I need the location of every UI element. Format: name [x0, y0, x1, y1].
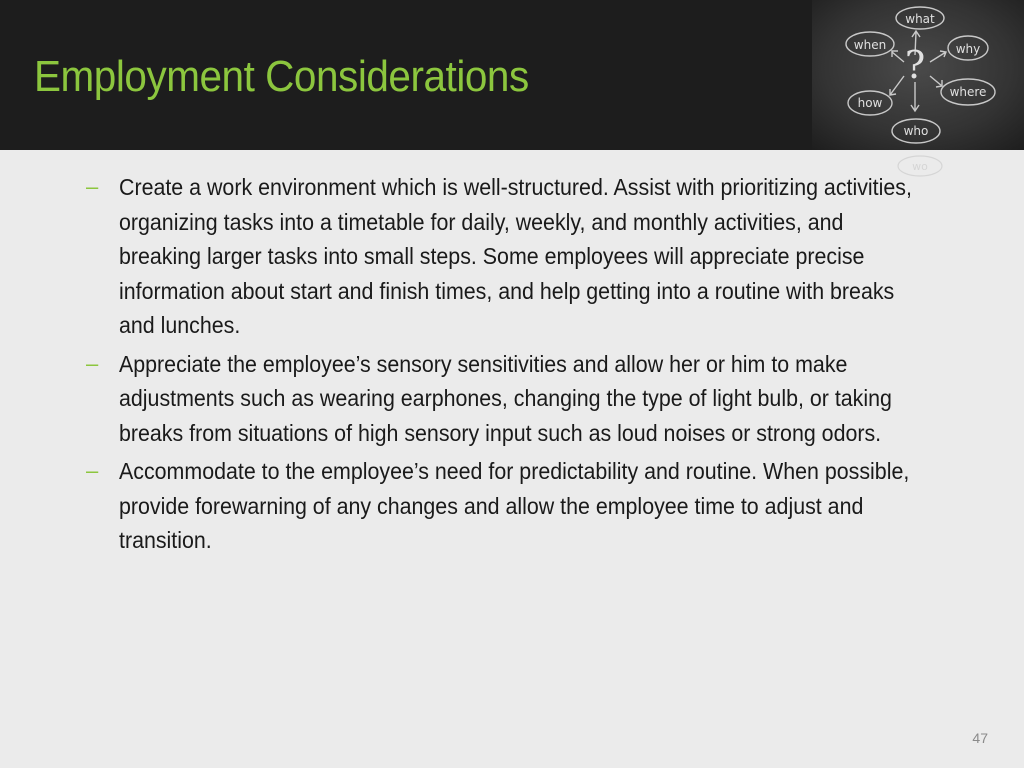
bullet-dash: – [86, 458, 99, 483]
bullet-list [86, 170, 986, 562]
chalk-word-where: where [949, 85, 987, 99]
list-item [86, 170, 986, 343]
bullet-text: Accommodate to the employee’s need for predictability and routine. When possible, provide forewarning of any changes and allow the employee time to adjust and transition. [119, 458, 910, 553]
list-item [86, 454, 986, 558]
slide-title: Employment Considerations [34, 52, 529, 101]
bullet-dash: – [86, 350, 99, 376]
slide-header [0, 0, 1024, 150]
page-number: 47 [972, 730, 988, 746]
chalk-word-reflection: wo [912, 160, 928, 173]
question-mind-map-icon [812, 0, 1024, 150]
chalk-word-how: how [857, 96, 883, 110]
bullet-text: Appreciate the employee’s sensory sensitivities and allow her or him to make adjustments such as wearing earphones, changing the type of light bulb, or taking breaks from situations of high sensory input such as loud noises or strong odors. [119, 350, 892, 446]
chalk-word-when: when [853, 38, 887, 52]
question-mark-glyph: ? [904, 43, 926, 87]
chalk-word-what: what [905, 12, 935, 26]
chalk-word-who: who [903, 124, 929, 138]
chalk-word-why: why [955, 42, 981, 56]
list-item [86, 347, 986, 451]
bullet-text: Create a work environment which is well-structured. Assist with prioritizing activities, organizing tasks into a timetable for daily, weekly, and monthly activities, and breaking larger tasks into small steps. Some employees will appreciate precise information about start and finish times, and help getting into a routine with breaks and lunches. [119, 174, 912, 338]
bullet-dash: – [86, 174, 99, 199]
